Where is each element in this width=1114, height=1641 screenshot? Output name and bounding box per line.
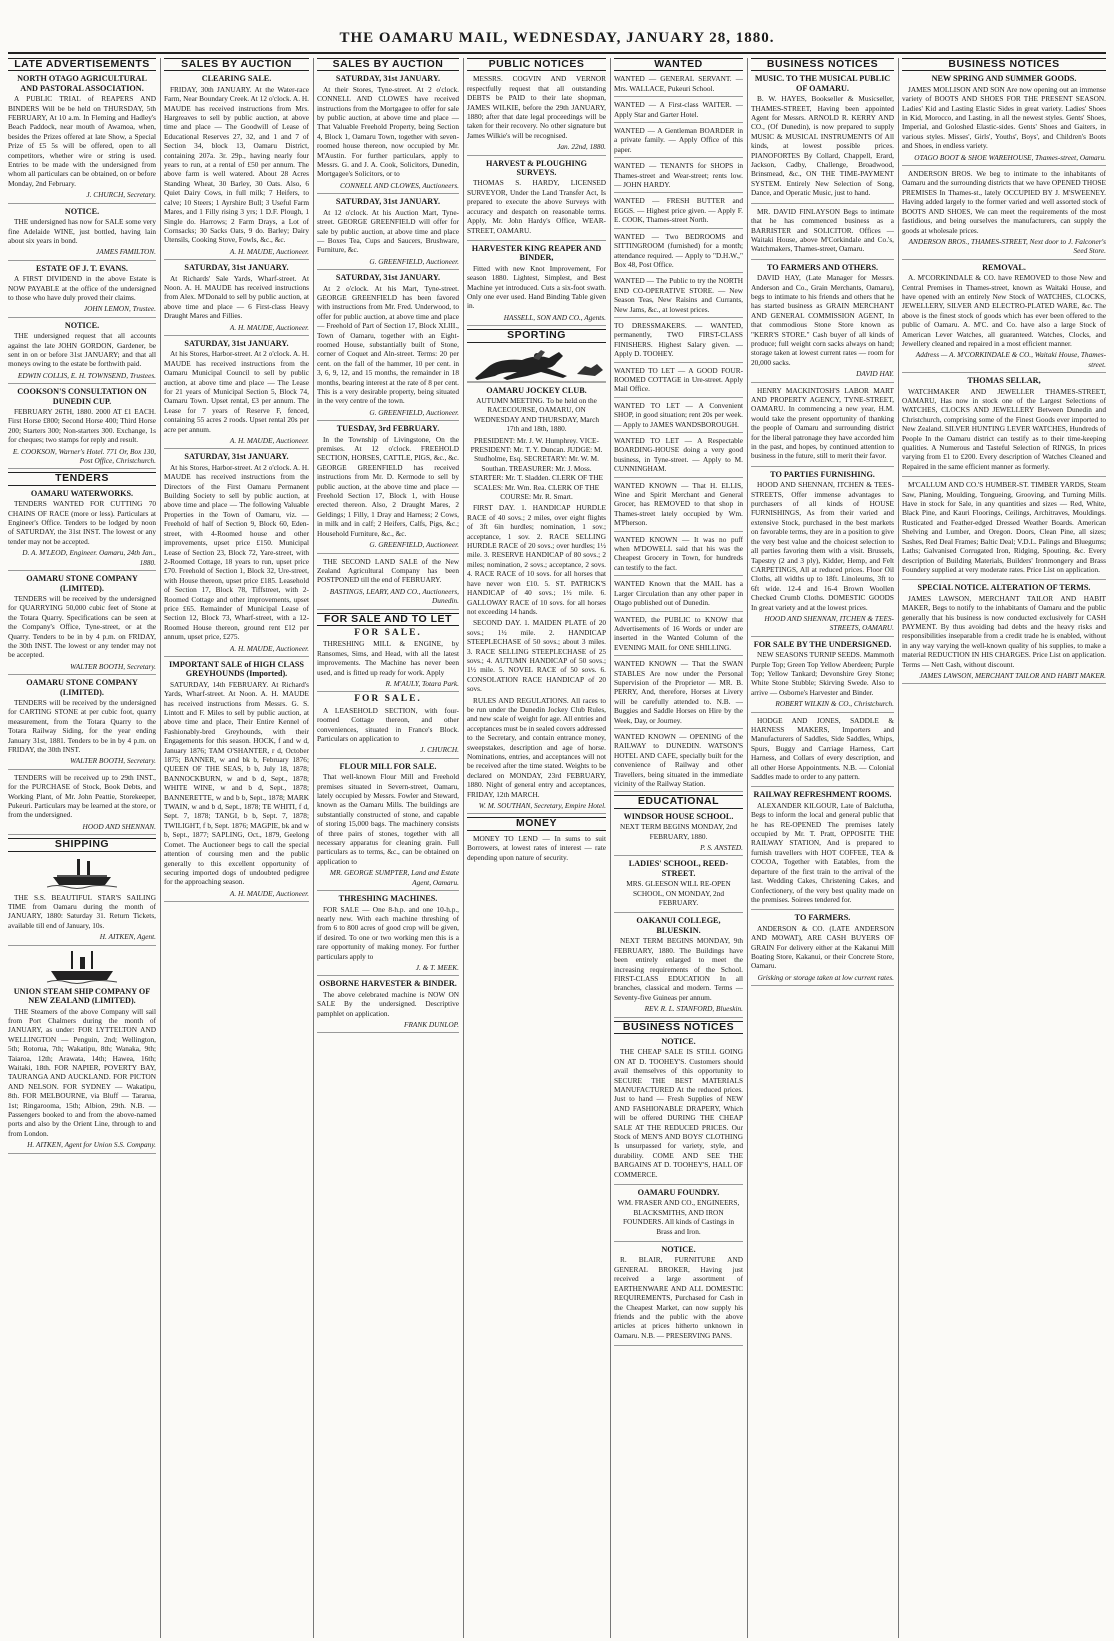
ad-body: FEBRUARY 26TH, 1880. 2000 AT £1 EACH. First Horse £800; Second Horse 400; Third Horse 200; Starters 300; Non-starters 300. Exchange, 1s for cheques; two stamps for reply and result. bbox=[8, 407, 156, 445]
ad-signature: A. H. MAUDE, Auctioneer. bbox=[229, 643, 309, 653]
ad-body: M'CALLUM AND CO.'S HUMBER-ST. TIMBER YARDS, Steam Saw, Planing, Moulding, Tongueing, Grooving, and Turning Mills. Have in stock for Sale, in any quantities and sizes — Red, White, Black Pine, and Kauri Floorings, Ceilings, Architraves, Mouldings. Rusticated and Feather-edged Dressed Weather Boards. American Shelving and Lumber, and Oregon. Doors, Clean Pine, all sizes; Sashes, Red Deal Frames; Baltic Deal; V.D.L. Palings and Bluegums; Laths; Galvanised Corrugated Iron, Ridging, Spouting, &c. Every description of Building Materials, Builders' Ironmongery and Brass Foundery supplied at very moderate rates. Price List on application. bbox=[902, 480, 1106, 574]
business-notice bbox=[902, 376, 1106, 477]
wanted-ad: WANTED KNOWN — OPENING of the RAILWAY to DUNEDIN. WATSON'S HOTEL AND CAFE, specially built for the convenience of Railway and other Travellers, being situated in the immediate vicinity of the Railway Station. bbox=[614, 732, 743, 792]
ad-signature: ROBERT WILKIN & CO., Christchurch. bbox=[775, 699, 894, 709]
ad-body: The above celebrated machine is NOW ON SALE By the undersigned. Descriptive pamphlet on application. bbox=[317, 989, 459, 1018]
advertisement bbox=[317, 557, 459, 610]
for-sale-ad bbox=[317, 695, 459, 758]
ad-body: TENDERS WANTED FOR CUTTING 70 CHAINS OF RACE (more or less). Particulars at Engineer's Office. Tenders to be lodged by noon of SATURDAY, the 31st INST. The lowest or any tender may not be accepted. bbox=[8, 499, 156, 546]
column-business-notices-1 bbox=[751, 58, 894, 1638]
ad-title: NOTICE. bbox=[661, 1036, 696, 1046]
wanted-ad: WANTED TO LET — A Respectable BOARDING-HOUSE doing a very good business, in Tyne-street. — Apply to M. CUNNINGHAM. bbox=[614, 436, 743, 478]
tender bbox=[8, 678, 156, 770]
column-rule bbox=[463, 58, 464, 1638]
advertisement bbox=[317, 74, 459, 194]
tender bbox=[8, 489, 156, 571]
ad-body: A LEASEHOLD SECTION, with four-roomed Cottage thereon, and other conveniences, situated in France's Block. Particulars on application to bbox=[317, 705, 459, 743]
ad-title: SATURDAY, 31st JANUARY. bbox=[184, 263, 289, 273]
ad-body: At 12 o'clock. At his Auction Mart, Tyne-street. GEORGE GREENFIELD will offer for sale by public auction, at above time and place — Boxes Tea, Cups and Saucers, Brushware, Furniture, &c. bbox=[317, 207, 459, 255]
ad-body: TENDERS will be received up to 29th INST., for the PURCHASE of Stock, Book Debts, and Working Plant, of Mr. John Peattie, Storekeeper, Pukeuri. Particulars may be learned at the store, or from the undersigned. bbox=[8, 772, 156, 820]
business-notice bbox=[614, 1188, 743, 1242]
section-heading: FOR SALE AND TO LET bbox=[317, 613, 459, 626]
ad-title: REMOVAL. bbox=[982, 262, 1026, 272]
ad-signature: G. GREENFIELD, Auctioneer. bbox=[369, 256, 459, 266]
advertisement bbox=[467, 159, 606, 241]
tender bbox=[8, 574, 156, 675]
ad-title: TO PARTIES FURNISHING. bbox=[770, 469, 875, 479]
column-public-notices bbox=[467, 58, 606, 1638]
ad-body: MR. DAVID FINLAYSON Begs to intimate that he has commenced business as a BARRISTER and SOLICITOR. Offices — Waitaki House, above M'Corkindale and Co.'s, Watchmakers, Thames-street, Oamaru. bbox=[751, 206, 894, 254]
advertisement bbox=[8, 264, 156, 318]
business-notice bbox=[751, 386, 894, 467]
ad-title: NORTH OTAGO AGRICULTURAL AND PASTORAL ASSOCIATION. bbox=[17, 74, 147, 93]
ad-title: FOR SALE. bbox=[354, 694, 422, 705]
ad-signature: REV. R. L. STANFORD, Blueskin. bbox=[644, 1004, 743, 1014]
ad-signature: P. S. ANSTED. bbox=[700, 843, 743, 853]
ad-title: SATURDAY, 31st JANUARY. bbox=[335, 273, 441, 283]
ad-signature: MR. GEORGE SUMPTER, Land and Estate Agent, Oamaru. bbox=[329, 868, 459, 887]
wanted-ad: WANTED — Two BEDROOMS and SITTINGROOM (furnished) for a month; attendance required. — Apply to "D.H.W.," Box 48, Post Office. bbox=[614, 232, 743, 274]
ad-title: MUSIC. TO THE MUSICAL PUBLIC OF OAMARU. bbox=[754, 74, 891, 93]
wanted-ad: WANTED TO LET — A Convenient SHOP, in good situation; rent 20s per week. — Apply to JAMES WANDSBOROUGH. bbox=[614, 401, 743, 433]
racehorse-icon bbox=[467, 346, 606, 384]
wanted-ad: WANTED — FRESH BUTTER and EGGS. — Highest price given. — Apply F. E. COOK, Thames-street North. bbox=[614, 196, 743, 228]
column-wanted bbox=[614, 58, 743, 1638]
wanted-ad: WANTED KNOWN — It was no puff when M'DOWELL said that his was the Cheapest Grocery in Town, for hundreds can testify to the fact. bbox=[614, 535, 743, 577]
ad-title: SATURDAY, 31st JANUARY. bbox=[335, 74, 441, 84]
business-notice bbox=[902, 74, 1106, 166]
column-rule bbox=[747, 58, 748, 1638]
section-heading: EDUCATIONAL bbox=[614, 795, 743, 808]
ad-body: THRESHING MILL & ENGINE, by Ransomes, Sims, and Head, with all the latest improvements. The Machine has never been used, and is fitted up ready for work. Apply bbox=[317, 639, 459, 677]
ad-body: SATURDAY, 14th FEBRUARY. At Richard's Yards, Wharf-street. At Noon. A. H. MAUDE has received instructions from Messrs. G. S. Lintott and F. Miles to sell by public auction, at above time and place, Their Entire Kennel of Fashionably-bred Greyhounds, with their Engagements for this season. HOCK, f and w d, January 1876; TAM O'SHANTER, r d, October 1875; BANNER, w and bk b, February 1876; QUEEN OF THE SEAS, b b, July 18, 1878; BANNOCKBURN, w and b d, Sept., 1878; WHITE WINE, w and b d, Sept., 1878; BANNERETTE, w and b b, Sept., 1878; MARK TWAIN, w and b d, Sept., 1878; TE WHITI, f d, Sept. 7, 1878; TANGI, b b, Sept. 7, 1878; TWILIGHT, f b, Sept. 1876; MAGPIE, bk and w b, Sept., 1877; SAPLING, Oct., 1879, Geelong Comet. The Auctioneer begs to call the special attention of coursing men and the public generally to this excellent opportunity of securing imported dogs of undoubted pedigree for the approaching season. bbox=[164, 679, 309, 887]
ad-title: UNION STEAM SHIP COMPANY OF NEW ZEALAND (LIMITED). bbox=[13, 986, 151, 1006]
column-rule bbox=[898, 58, 899, 1638]
steamship-icon bbox=[47, 949, 117, 985]
wanted-ad: WANTED — The Public to try the NORTH END CO-OPERATIVE STORE. — New Season Teas, New Raisins and Currants, New Jams, &c., at lowest prices. bbox=[614, 276, 743, 318]
ad-signature: J. CHURCH, Secretary. bbox=[86, 190, 156, 200]
jockey-club-notice bbox=[467, 386, 606, 815]
advertisement bbox=[164, 74, 309, 260]
ad-body: THOMAS S. HARDY, LICENSED SURVEYOR, Under the Land Transfer Act, Is prepared to execute the above Surveys with accuracy and despatch on reasonable terms. Apply, Mr. John Hardy's Office, WEAR-STREET, OAMARU. bbox=[467, 178, 606, 235]
ad-title: NOTICE. bbox=[661, 1245, 696, 1255]
column-business-notices-2 bbox=[902, 58, 1106, 1638]
ad-signature: DAVID HAY. bbox=[856, 369, 894, 379]
ad-signature: HASSELL, SON AND CO., Agents. bbox=[503, 312, 606, 322]
ad-title: RAILWAY REFRESHMENT ROOMS. bbox=[753, 790, 892, 800]
ad-signature: W. M. SOUTHAN, Secretary, Empire Hotel. bbox=[478, 801, 606, 811]
ad-title: NEW SPRING AND SUMMER GOODS. bbox=[931, 74, 1077, 84]
ad-body: THE undersigned request that all accounts against the late JOHN GORDON, Gardener, be sent in on or before 31st JANUARY; and that all moneys owing to the estate be forthwith paid. bbox=[8, 331, 156, 369]
ad-body: At Richards' Sale Yards, Wharf-street. At Noon. A. H. MAUDE has received instructions from Alex. M'Donald to sell by public auction, at above time and place — 6 First-class Heavy Draught Mares and Fillies. bbox=[164, 273, 309, 321]
ad-body: FOR SALE — One 8-h.p. and one 10-h.p., nearly new. With each machine threshing of from 6 to 800 acres of good crop will be given, if desired. To one or two working men this is a rare opportunity of making money. For further particulars apply to bbox=[317, 904, 459, 961]
ad-signature: A. H. MAUDE, Auctioneer. bbox=[229, 436, 309, 446]
column-rule bbox=[610, 58, 611, 1638]
ad-body: JAMES LAWSON, MERCHANT TAILOR AND HABIT MAKER, Begs to notify to the inhabitants of Oamaru and the public generally that his business is now conducted exclusively for CASH PAYMENT. By thus avoiding bad debts and the heavy risks and responsibilities inseparable from a credit trade he is enabled, without in any way varying the well-known quality of his supplies, to make a material REDUCTION IN HIS CHARGES. Price List on application. Terms — Nett Cash, without discount. bbox=[902, 593, 1106, 669]
ad-body: ANDERSON BROS. We beg to intimate to the inhabitants of Oamaru and the surrounding districts that we have OPENED THOSE PREMISES In Thames-st., lately OCCUPIED BY J. M'SWEENEY. Having added largely to the former varied and well assorted stock of BOOTS AND SHOES, We can meet the requirements of the most fastidious, and being ourselves the manufacturers, can supply the goods at wholesale prices. bbox=[902, 169, 1106, 235]
ad-body: THE Steamers of the above Company will sail from Port Chalmers during the month of JANUARY, as under: FOR LYTTELTON AND WELLINGTON — Penguin, 2nd; Wellington, 5th; Rotorua, 7th; Wakatipu, 8th; Wanaka, 9th; Taiaroa, 12th; Arawata, 14th; Hawea, 16th; Waitaki, 18th. FOR NAPIER, POVERTY BAY, TAURANGA AND AUCKLAND. FOR PICTON AND NELSON. FOR SYDNEY — Wakatipu, 8th. FOR MELBOURNE, via Bluff — Tararua, 1st; Ringarooma, 15th; Albion, 29th. N.B. — Passengers booked to and from the above-named ports and also by the Orient Line, through to and from London. bbox=[8, 1006, 156, 1138]
ad-title: OAMARU STONE COMPANY (LIMITED). bbox=[26, 574, 138, 593]
wanted-ad: WANTED — A First-class WAITER. — Apply Star and Garter Hotel. bbox=[614, 100, 743, 123]
ad-signature: Address — A. M'CORKINDALE & CO., Waitaki House, Thames-street. bbox=[915, 350, 1106, 369]
ad-body: TENDERS will be received by the undersigned for QUARRYING 50,000 cubic feet of Stone at the Totara Quarry. Specifications can be seen at the Company's Office, Tyne-street, or at the Quarry. Tenders to be in by 4 p.m. on FRIDAY, the 30th INST. The lowest or any tender may not be accepted. bbox=[8, 593, 156, 660]
advertisement bbox=[164, 660, 309, 902]
wanted-ad: WANTED KNOWN — That H. ELLIS, Wine and Spirit Merchant and General Grocer, has REMOVED to that shop in Thames-street lately occupied by Wm. M'Pherson. bbox=[614, 481, 743, 532]
ad-signature: JAMES LAWSON, MERCHANT TAILOR AND HABIT MAKER. bbox=[919, 670, 1106, 680]
ad-signature: G. GREENFIELD, Auctioneer. bbox=[369, 407, 459, 417]
educational-notice bbox=[614, 916, 743, 1017]
column-sales-by-auction-2 bbox=[317, 58, 459, 1638]
ad-officers: PRESIDENT: Mr. J. W. Humphrey. VICE-PRESIDENT: Mr. T. Y. Duncan. JUDGE: M. Studholme, Esq. SECRETARY: Mr. W. M. Southan. TREASURER: Mr. J. Moss. STARTER: Mr. T. Sladden. CLERK OF THE SCALES: Mr. Wm. Rea. CLERK OF THE COURSE: Mr. R. Smart. bbox=[470, 435, 603, 502]
masthead: THE OAMARU MAIL, WEDNESDAY, JANUARY 28, 1880. bbox=[339, 30, 775, 46]
ad-body: At his Stores, Harbor-street. At 2 o'clock. A. H. MAUDE has received instructions from the Directors of the First Oamaru Permanent Building Society to sell by public auction, at above time and place — The following Valuable Properties in the Town of Oamaru, viz. — Freehold of half of Section 9, Block 60, Eden-street, with 4-Roomed house and other improvements, upset price £150. Municipal Lease of Section 23, Block 72, Yare-street, with 2-Roomed Cottage, 18 years to run, upset price £70. Freehold of Section 1, Block 32, Ure-street, with House thereon, upset price £185. Leasehold of Section 17, Block 78, Tiffstreet, with 2-Roomed Cottage and other improvements, upset price £65. Remainder of Municipal Lease of Section 12, Block 73, Wharf-street, with a 12-Roomed House thereon, ground rent £12 per annum, upset price, £275. bbox=[164, 462, 309, 642]
ad-body: Fitted with new Knot Improvement, For season 1880. Lightest, Simplest, and Best Machine yet introduced. Cuts a six-foot swath. Only one ever used. Hand Binding Table given in. bbox=[467, 263, 606, 311]
money-notice: MONEY TO LEND — In sums to suit Borrowers, at lowest rates of interest — rate depending upon nature of security. bbox=[467, 833, 606, 862]
ad-title: NOTICE. bbox=[64, 320, 100, 330]
ad-body: ALEXANDER KILGOUR, Late of Balclutha, Begs to inform the local and general public that he has RE-OPENED The premises lately occupied by Mr. T. Pratt, OPPOSITE THE RAILWAY STATION, And is prepared to furnish travellers with HOT COFFEE, TEA & COCOA, Together with Eatables, from the departure of the first train to the arrival of the last. Wedding Cakes, Christening Cakes, and Confectionery, of the very best quality made on the premises. Soirees tendered for. bbox=[751, 800, 894, 904]
advertisement bbox=[164, 263, 309, 336]
ad-signature: R. M'AULY, Totara Park. bbox=[385, 678, 459, 688]
for-sale-ad bbox=[317, 762, 459, 891]
business-notice bbox=[751, 716, 894, 788]
ad-title: IMPORTANT SALE of HIGH CLASS GREYHOUNDS (Imported). bbox=[169, 659, 304, 679]
section-heading: SPORTING bbox=[467, 329, 606, 342]
ad-body: THE SECOND LAND SALE of the New Zealand Agricultural Company has been POSTPONED till the end of FEBRUARY. bbox=[317, 556, 459, 585]
ad-body: ANDERSON & CO. (LATE ANDERSON AND MOWAT), ARE CASH BUYERS OF GRAIN For delivery either at the Kakanui Mill Boating Store, Kakanui, or their Concrete Store, Oamaru. bbox=[751, 923, 894, 971]
ad-body: THE S.S. BEAUTIFUL STAR'S SAILING TIME from Oamaru during the month of JANUARY, 1880: Saturday 31. Return Tickets, available till end of January, 10s. bbox=[8, 892, 156, 930]
ad-signature: J. CHURCH. bbox=[420, 745, 459, 755]
ad-body: NEW SEASONS TURNIP SEEDS. Mammoth Purple Top; Green Top Yellow Aberdeen; Purple Top; Yellow Tankard; Devonshire Grey Stone; White Stone Stubble; Skirving Swede. Also to arrive — Osborne's Harvester and Binder. bbox=[751, 650, 894, 697]
ad-title: HARVEST & PLOUGHING SURVEYS. bbox=[485, 158, 587, 178]
ad-title: HARVESTER KING REAPER AND BINDER, bbox=[471, 243, 602, 263]
race-day-two: SECOND DAY. 1. MAIDEN PLATE of 20 sovs.; 1½ mile. 2. HANDICAP STEEPLECHASE of 50 sovs.; about 3 miles. 3. RACE SELLING STEEPLECHASE of 25 sovs.; 4. AUTUMN HANDICAP of 50 sovs.; 1½ mile. 5. NOVEL RACE of 50 sovs. 6. CONSOLATION RACE HANDICAP of 20 sovs. bbox=[467, 618, 606, 694]
wanted-ad: WANTED, the PUBLIC to KNOW that Advertisements of 16 Words or under are inserted in the Wanted Column of the EVENING MAIL for ONE SHILLING. bbox=[614, 615, 743, 657]
ad-body: A. M'CORKINDALE & CO. have REMOVED to those New and Central Premises in Thames-street, known as Waitaki House, and have opened with an entirely New Stock of WATCHES, CLOCKS, JEWELLERY, SILVER AND ELECTRO-PLATED WARE, &c. The above is the finest stock of goods which has ever been offered to the public of Oamaru. A. M'C. and Co. have also a large Stock of American Lever Watches, all guaranteed. Watches, Clocks, and Jewellery cleaned and repaired in a most efficient manner. bbox=[902, 273, 1106, 348]
column-rule bbox=[313, 58, 314, 1638]
ad-signature: EDWIN COLLIS, E. H. TOWNSEND, Trustees. bbox=[17, 370, 156, 380]
ad-title: COOKSON'S CONSULTATION ON DUNEDIN CUP. bbox=[17, 387, 147, 406]
ad-body: HOOD AND SHENNAN, ITCHEN & TEES-STREETS, Offer immense advantages to purchasers of all kinds of HOUSE FURNISHINGS, As from their varied and extensive Stock, purchased in the best markets on favorable terms, they are in a position to give the very best value and the choicest selection to all parties favoring them with a visit. Brussels, Tapestry (2 and 3 ply), Kidder, Hemp, and Felt CARPETINGS, All at reduced prices. Floor Oil Cloths, all widths up to 18ft. Linoleums, 3ft to 6ft wide. 12-4 and 16-4 Brown Woollen Checked Crumb Cloths. DOMESTIC GOODS In great variety and at the lowest prices. bbox=[751, 480, 894, 612]
ad-title: TO FARMERS. bbox=[794, 913, 851, 923]
ad-body: A PUBLIC TRIAL of REAPERS AND BINDERS Will be be held on THURSDAY, 5th FEBRUARY, At 10 a.m. In Fleming and Hadley's Beach Paddock, near mouth of Awamoa, when, besides the Prizes offered at late Show, a Special Prize of £5 5s will be offered, open to all competitors, whether wire or string is used. Entries to be made with the undersigned from whom all particulars can be obtained, on or before Monday, 2nd February. bbox=[8, 94, 156, 188]
ad-signature: ANDERSON BROS., THAMES-STREET, Next door to J. Falconer's Seed Store. bbox=[908, 236, 1106, 256]
ad-signature: H. AITKEN, Agent for Union S.S. Company. bbox=[27, 1140, 156, 1150]
advertisement bbox=[317, 273, 459, 421]
wanted-ad: TO DRESSMAKERS. — WANTED, permanently, TWO FIRST-CLASS FINISHERS. Highest Salary given. — Apply D. TOOHEY. bbox=[614, 321, 743, 363]
section-heading: PUBLIC NOTICES bbox=[467, 58, 606, 71]
for-sale-ad bbox=[317, 979, 459, 1033]
ad-body: NEXT TERM BEGINS MONDAY, 2nd FEBRUARY, 1880. bbox=[619, 822, 738, 841]
ad-signature: WALTER BOOTH, Secretary. bbox=[70, 756, 156, 766]
section-heading: BUSINESS NOTICES bbox=[902, 58, 1106, 71]
ad-title: SATURDAY, 31st JANUARY. bbox=[184, 452, 289, 462]
ad-signature: JOHN LEMON, Trustee. bbox=[83, 304, 156, 314]
business-notice bbox=[902, 480, 1106, 580]
shipping-notice bbox=[8, 987, 156, 1154]
ad-title: SATURDAY, 31st JANUARY. bbox=[184, 338, 289, 348]
section-heading: BUSINESS NOTICES bbox=[751, 58, 894, 71]
ad-body: B. W. HAYES, Bookseller & Musicseller, THAMES-STREET, Having been appointed Agent for Messrs. ARNOLD R. KERRY AND CO., (Of Dunedin), is now prepared to supply MUSIC & MUSICAL INSTRUMENTS Of All kinds, at lowest possible prices. PIANOFORTES By Collard, Chappell, Erard, Jackson, Cadby, Challenge, Broadwood, Brinsmead, &c., ON THE TIME-PAYMENT SYSTEM. Entirely New Selection of Song, Dance, and Operatic Music, just to hand. bbox=[751, 94, 894, 198]
business-notice bbox=[751, 470, 894, 637]
business-notice bbox=[751, 790, 894, 910]
ad-body: MESSRS. COGVIN AND VERNOR respectfully request that all outstanding DEBTS be PAID to their late shopman, JAMES WILKIE, before the 29th JANUARY, 1880; after that date legal proceedings will be taken for their recovery. No other signature but James Wilkie's will be recognised. bbox=[467, 74, 606, 140]
ad-body: DAVID HAY, (Late Manager for Messrs. Anderson and Co., Grain Merchants, Oamaru), begs to intimate to his friends and others that he has started business as GRAIN MERCHANT AND GENERAL COMMISSION AGENT, In that commodious Stone Store known as "KERR'S STORE." Cash buyer of all kinds of produce; full weight corn sacks always on hand; storage taken at lowest current rates — room for 20,000 sacks. bbox=[751, 273, 894, 367]
shipping-notice bbox=[8, 893, 156, 946]
advertisement bbox=[8, 387, 156, 469]
advertisement bbox=[8, 321, 156, 384]
business-notice bbox=[751, 913, 894, 986]
section-heading: TENDERS bbox=[8, 472, 156, 485]
ad-body: WATCHMAKER AND JEWELLER THAMES-STREET, OAMARU, Has now in stock one of the Largest Selections of WATCHES, CLOCKS AND JEWELLERY Between Dunedin and Christchurch, comprising some of the Finest Goods ever imported to New Zealand. SILVER HUNTING LEVER WATCHES, Hundreds of People In the Oamaru district can testify as to their time-keeping qualities. A Numerous and Tasteful Selection of RINGS, In prices varying from £1 to £200. Every description of Watches Cleaned and Repaired in the same efficient manner as formerly. bbox=[902, 386, 1106, 471]
ad-title: SATURDAY, 31st JANUARY. bbox=[335, 197, 441, 207]
column-sales-by-auction-1 bbox=[164, 58, 309, 1638]
race-day-one: FIRST DAY. 1. HANDICAP HURDLE RACE of 40 sovs.; 2 miles, over eight flights of 3ft 6in hurdles; nomination, 1 sov.; acceptance, 1 sov. 2. RACE SELLING HURDLE RACE of 20 sovs.; over hurdles; 1½ mile. 3. RESERVE HANDICAP of 80 sovs.; 2 miles; nomination, 2 sovs.; acceptance, 2 sovs. 4. RACE RACE of 10 sovs. for all horses that have never won £10. 5. ST. PATRICK'S HANDICAP of 40 sovs.; 1½ mile. 6. GALLOWAY RACE of 10 sovs. for all horses not exceeding 14 hands. bbox=[467, 503, 606, 616]
ad-body: A FIRST DIVIDEND in the above Estate is NOW PAYABLE at the office of the undersigned to those who have duly proved their claims. bbox=[8, 274, 156, 302]
section-heading: MONEY bbox=[467, 817, 606, 830]
advertisement bbox=[164, 339, 309, 449]
educational-notice bbox=[614, 859, 743, 913]
ad-body: TENDERS will be received by the undersigned for CARTING STONE at per cubic foot, quarry measurement, from the Totara Quarry to the Totara Railway Siding, for the year ending January 31st, 1881. Tenders to be in by 4 p.m. on FRIDAY, the 30th INST. bbox=[8, 697, 156, 754]
for-sale-ad bbox=[317, 894, 459, 976]
ad-signature: A. H. MAUDE, Auctioneer. bbox=[229, 322, 309, 332]
wanted-ad: WANTED TO LET — A GOOD FOUR-ROOMED COTTAGE in Ure-street. Apply Mail Office. bbox=[614, 366, 743, 398]
advertisement bbox=[317, 424, 459, 553]
ad-body: WM. FRASER AND CO., ENGINEERS, BLACKSMITHS, AND IRON FOUNDERS. All kinds of Castings in Brass and Iron. bbox=[617, 1198, 740, 1236]
business-notice bbox=[751, 263, 894, 383]
ad-title: NOTICE. bbox=[64, 206, 100, 216]
ad-signature: E. COOKSON, Warner's Hotel. 771 Or, Box 130, Post Office, Christchurch. bbox=[12, 446, 156, 466]
section-heading: WANTED bbox=[614, 58, 743, 71]
ad-body: In the Township of Livingstone, On the premises. At 12 o'clock. FREEHOLD SECTION, HORSES, CATTLE, PIGS, &c., &c. GEORGE GREENFIELD has received instructions from Mr. D. Kermode to sell by public auction, at the above time and place — Freehold Section 17, Block 1, with House erected thereon. Also, 2 Draught Mares, 2 Geldings; 1 Filly, 1 Dray and Harness; 2 Cows, in milk and in calf; 2 Heifers, Calfs, Pigs, &c.; Household Furniture, &c., &c. bbox=[317, 434, 459, 538]
section-heading: SALES BY AUCTION bbox=[164, 58, 309, 71]
wanted-ad: WANTED Known that the MAIL has a Larger Circulation than any other paper in Otago published out of Dunedin. bbox=[614, 579, 743, 611]
ad-title: LADIES' SCHOOL, REED-STREET. bbox=[628, 859, 729, 878]
for-sale-ad bbox=[317, 629, 459, 692]
ad-title: OAMARU WATERWORKS. bbox=[30, 488, 134, 498]
ad-body: MRS. GLEESON WILL RE-OPEN SCHOOL, ON MONDAY, 2nd FEBRUARY. bbox=[626, 879, 731, 908]
ad-signature: HOOD AND SHENNAN. bbox=[82, 821, 156, 831]
ad-signature: A. H. MAUDE, Auctioneer. bbox=[229, 246, 309, 256]
wanted-ad: WANTED — GENERAL SERVANT. — Mrs. WALLACE, Pukeuri School. bbox=[614, 74, 743, 97]
ad-title: THOMAS SELLAR, bbox=[967, 376, 1041, 386]
steamship-icon bbox=[47, 855, 117, 891]
ad-title: OSBORNE HARVESTER & BINDER. bbox=[319, 979, 457, 989]
ad-signature: H. AITKEN, Agent. bbox=[99, 932, 156, 942]
ad-title: TUESDAY, 3rd FEBRUARY. bbox=[336, 424, 440, 434]
ad-signature: WALTER BOOTH, Secretary. bbox=[70, 661, 156, 671]
ad-intro: AUTUMN MEETING. To be held on the RACECOURSE, OAMARU, ON WEDNESDAY AND THURSDAY, March 17th and 18th, 1880. bbox=[473, 395, 599, 434]
business-notice bbox=[902, 583, 1106, 684]
ad-signature: D. A. M'LEOD, Engineer. Oamaru, 24th Jan., 1880. bbox=[22, 548, 156, 567]
business-notice bbox=[902, 169, 1106, 260]
column-rule bbox=[160, 58, 161, 1638]
business-notice bbox=[751, 207, 894, 260]
section-heading: BUSINESS NOTICES bbox=[614, 1021, 743, 1034]
ad-body: At their Stores, Tyne-street. At 2 o'clock. CONNELL AND CLOWES have received instructions from the Mortgagee to offer for sale by public auction, at above time and place — That Valuable Freehold Property, being Section 4, Block 1, Oamaru Town, together with seven-roomed house thereon, now occupied by Mr. M'Austin. For further particulars, apply to Messrs. G. and J. A. Cook, Solicitors, Dunedin, Mortgagee's Solicitors, or to bbox=[317, 84, 459, 179]
tender bbox=[8, 773, 156, 835]
advertisement bbox=[8, 207, 156, 261]
ad-signature: Jan. 22nd, 1880. bbox=[557, 142, 606, 152]
advertisement bbox=[467, 244, 606, 326]
ad-body: That well-known Flour Mill and Freehold premises situated in Severn-street, Oamaru, lately occupied by Messrs. Fowler and Steward, known as the Oamaru Mills. The buildings are substantially constructed of stone, and capable of storing 15,000 bags. The machinery consists of three pairs of stones, together with all necessary apparatus for cleaning grain. Full particulars as to terms, &c., can be obtained on application to bbox=[317, 772, 459, 866]
ad-signature: J. & T. MEEK. bbox=[415, 962, 459, 972]
ad-signature: BASTINGS, LEARY, AND CO., Auctioneers, Dunedin. bbox=[329, 586, 459, 606]
advertisement bbox=[467, 74, 606, 155]
masthead-rule bbox=[8, 52, 1106, 54]
advertisement bbox=[8, 74, 156, 203]
ad-title: OAMARU STONE COMPANY (LIMITED). bbox=[26, 678, 138, 697]
ad-signature: A. H. MAUDE, Auctioneer. bbox=[229, 888, 309, 898]
ad-signature: G. GREENFIELD, Auctioneer. bbox=[369, 540, 459, 550]
ad-signature: FRANK DUNLOP. bbox=[403, 1019, 459, 1029]
business-notice bbox=[751, 640, 894, 713]
business-notice bbox=[902, 263, 1106, 373]
ad-title: FOR SALE. bbox=[354, 627, 422, 638]
ad-title: OAMARU JOCKEY CLUB. bbox=[486, 385, 587, 395]
ad-title: SPECIAL NOTICE. ALTERATION OF TERMS. bbox=[917, 583, 1091, 593]
ad-signature: JAMES FAMILTON. bbox=[96, 247, 156, 257]
advertisement bbox=[164, 452, 309, 657]
ad-body: R. BLAIR, FURNITURE AND GENERAL BROKER, Having just received a large assortment of EARTHENWARE AND ALL DOMESTIC REQUIREMENTS, Purchased for Cash in the Cheapest Market, can now supply his friends and the public with the above articles at prices hitherto unknown in Oamaru. N.B. — PRESERVING PANS. bbox=[614, 1255, 743, 1340]
wanted-ad: WANTED — A Gentleman BOARDER in a private family. — Apply Office of this paper. bbox=[614, 126, 743, 158]
ad-signature: Grisking or storage taken at low current rates. bbox=[757, 972, 894, 982]
ad-signature: CONNELL AND CLOWES, Auctioneers. bbox=[340, 180, 459, 190]
ad-title: FLOUR MILL FOR SALE. bbox=[339, 761, 437, 771]
section-heading: SALES BY AUCTION bbox=[317, 58, 459, 71]
section-heading: LATE ADVERTISEMENTS bbox=[8, 58, 156, 71]
advertisement bbox=[317, 197, 459, 270]
column-late-advertisements bbox=[8, 58, 156, 1638]
ad-signature: OTAGO BOOT & SHOE WAREHOUSE, Thames-street, Oamaru. bbox=[914, 152, 1106, 162]
ad-body: THE CHEAP SALE IS STILL GOING ON AT D. TOOHEY'S. Customers should avail themselves of this opportunity to SECURE THE BEST MATERIALS MANUFACTURED At the reduced prices. Just to hand — Fresh Supplies of NEW AND FASHIONABLE DRAPERY, Which will be offered DURING THE CHEAP SALE AT THE REDUCED PRICES. Our Stock of MEN'S AND BOYS' CLOTHING Is unsurpassed for variety, style, and durability. COME AND SEE THE BARGAINS AT D. TOOHEY'S, HALL OF COMMERCE. bbox=[614, 1047, 743, 1179]
section-heading: SHIPPING bbox=[8, 838, 156, 851]
educational-notice bbox=[614, 812, 743, 857]
ad-body: FRIDAY, 30th JANUARY. At the Water-race Farm, Near Boundary Creek. At 12 o'clock. A. H. MAUDE has received instructions from Mrs. Hargreaves to sell by public auction, at above time and place — The Goodwill of Lease of Educational Reserves 27, 32, and 1 and 7 of Section 34, block 13, Oamaru District, containing 207a. 3r. 29p., having nearly four years to run, at a rental of £50 per annum. The above farm is well watered. About 28 Acres Standing Wheat, 30 Barley, 30 Oats. Also, 6 Quiet Dairy Cows, in full milk; 7 Heifers, to calve; 10 Steers; 1 Ayrshire Bull; 3 Useful Farm Mares, and 1 Filly rising 3 yrs; 1 D.F. Plough, 1 Single do. Harrows; 2 Farm Drays, a Lot of Cornsacks; 30 Sacks Oats, 9 do. Barley; Dairy Utensils, Cooking Stove, Fowls, &c., &c. bbox=[164, 84, 309, 245]
business-notice bbox=[614, 1245, 743, 1346]
ad-title: OAMARU FOUNDRY. bbox=[637, 1188, 720, 1198]
ad-body: At 2 o'clock. At his Mart, Tyne-street. GEORGE GREENFIELD has been favored with instructions from Mr. Fred. Underwood, to offer for public auction, at above time and place — Freehold of Part of Section 17, Block XLIII., Town of Oamaru, together with an Eight-roomed House, substantially built of Stone, corner of Coquet and Aln-street. Terms: 20 per cent. on the fall of the hammer, 10 per cent. in 3, 6, 9, 12, and 15 months, the remainder in 18 months, bearing interest at the rate of 8 per cent. This is a very desirable property, being situated in the very centre of the town. bbox=[317, 283, 459, 406]
business-notice bbox=[751, 74, 894, 203]
ad-body: At his Stores, Harbor-street. At 2 o'clock. A. H. MAUDE has received instructions from the Oamaru Municipal Council to sell by public auction, at above time and place — The Lease for 21 years of Municipal Section 5, Block 74, Oamaru Town. Upset rental, £3 per annum. The Lease for 7 years of Reserve F, fenced, containing 55 acres 2 roods. Upset rental 20s per acre per annum. bbox=[164, 349, 309, 434]
ad-title: WINDSOR HOUSE SCHOOL. bbox=[623, 811, 734, 821]
ad-title: FOR SALE BY THE UNDERSIGNED. bbox=[753, 639, 892, 649]
ad-body: JAMES MOLLISON AND SON Are now opening out an immense variety of BOOTS AND SHOES FOR THE PRESENT SEASON. Ladies' Kid and Lasting Elastic Sides in great variety. Ladies' Shoes in Kid, Morocco, and Lasting, in all the newest styles. Gents' Shoes, Imperial, and Goloshed Elastic-sides. Gents' Shoes and Gaiters, in various styles. Misses', Girls', Youths', Boys', and Children's Boots and Shoes, in endless variety. bbox=[902, 84, 1106, 151]
ad-body: HODGE AND JONES, SADDLE & HARNESS MAKERS, Importers and Manufacturers of Saddles, Side Saddles, Whips, Spurs, Buggy and Carriage Harness, Cart Harness, and Collars of every description, and all other Horse Appointments. N.B. — Colonial Saddles made to order to any pattern. bbox=[751, 715, 894, 782]
ad-body: NEXT TERM BEGINS MONDAY, 9th FEBRUARY, 1880. The Buildings have been entirely enlarged to meet the increasing requirements of the School. FIRST-CLASS EDUCATION In all branches, classical and modern. Terms — Seventy-five Guineas per annum. bbox=[614, 936, 743, 1002]
ad-body: THE undersigned has now for SALE some very fine Adelaide WINE, just bottled, having lain about six years in bond. bbox=[8, 217, 156, 245]
ad-title: CLEARING SALE. bbox=[201, 74, 272, 84]
wanted-ad: WANTED — TENANTS for SHOPS in Thames-street and Wear-street; rents low. — JOHN HARDY. bbox=[614, 161, 743, 193]
wanted-ad: WANTED KNOWN — That the SWAN STABLES Are now under the Personal Supervision of the Proprietor — MR. B. PERRY, And, therefore, Horses at Livery will be carefully attended to. N.B. — Buggies and Saddle Horses on Hire by the Week, Day, or Journey. bbox=[614, 659, 743, 729]
ad-title: ESTATE OF J. T. EVANS. bbox=[36, 263, 128, 273]
rules-and-regulations: RULES AND REGULATIONS. All races to be run under the Dunedin Jockey Club Rules, and new scale of weight for age. All entries and acceptances must be in sealed covers addressed to the Secretary, and contain entrance money, sweepstakes, description and age of horse. Nominations, entries, and acceptances will not be received after the time stated. Weights to be declared on MONDAY, 23rd FEBRUARY, 1880. Night of general entry and acceptances, FRIDAY, 12th MARCH. bbox=[467, 695, 606, 799]
ad-body: HENRY MACKINTOSH'S LABOR MART AND PROPERTY AGENCY, TYNE-STREET, OAMARU. In commencing a new year, H.M. would take the present opportunity of thanking the people of Oamaru and surrounding district for the liberal patronage they have accorded him in the past, and hopes, by continued attention to business in the future, still to merit their favor. bbox=[751, 385, 894, 461]
ad-title: THRESHING MACHINES. bbox=[338, 894, 438, 904]
ad-title: OAKANUI COLLEGE, BLUESKIN. bbox=[636, 916, 721, 935]
ad-signature: HOOD AND SHENNAN, ITCHEN & TEES-STREETS, OAMARU. bbox=[764, 613, 894, 633]
ad-title: TO FARMERS AND OTHERS. bbox=[766, 262, 879, 272]
business-notice bbox=[614, 1037, 743, 1185]
